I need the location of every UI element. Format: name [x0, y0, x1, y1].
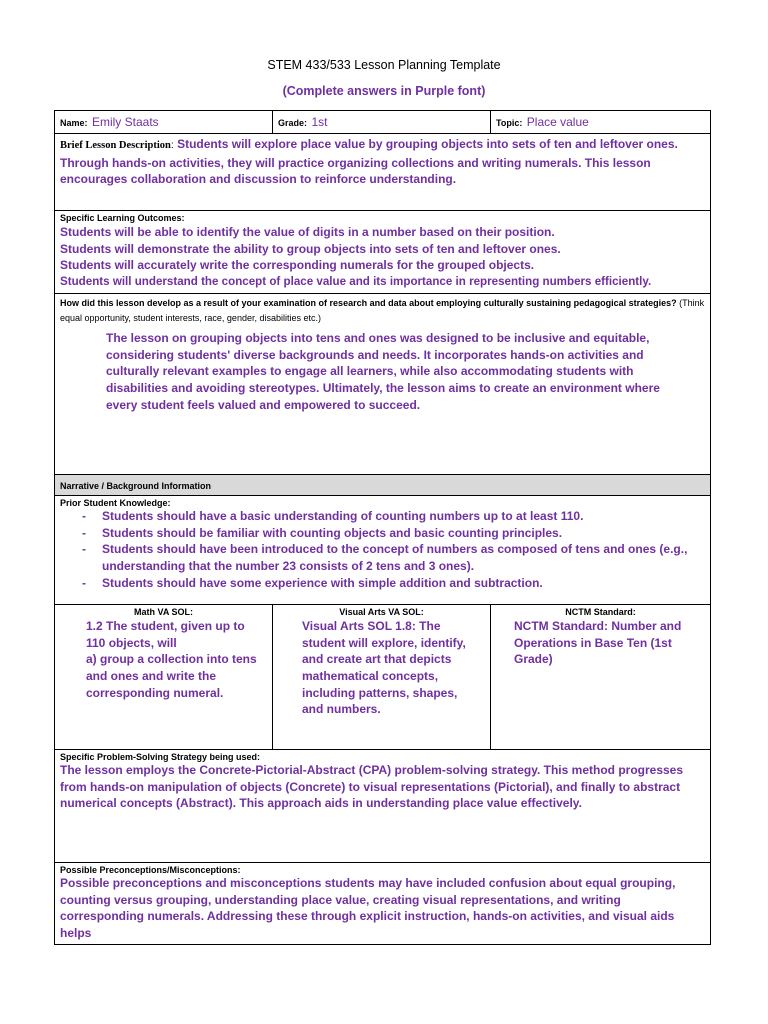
- topic-label: Topic:: [496, 118, 523, 128]
- arts-sol-label: Visual Arts VA SOL:: [339, 606, 424, 617]
- prior-item: - Students should have some experience with simple addition and subtraction.: [82, 575, 705, 592]
- strategy-cell: [55, 749, 711, 862]
- misconceptions-cell: [55, 862, 711, 944]
- nctm-label: NCTM Standard:: [565, 606, 636, 617]
- narrative-row: [55, 474, 711, 495]
- name-value: Emily Staats: [91, 115, 159, 129]
- outcomes-row: [55, 211, 711, 294]
- lesson-plan-table: [54, 110, 711, 945]
- arts-sol-cell: [273, 604, 491, 749]
- grade-cell: [273, 111, 491, 134]
- misconceptions-row: [55, 862, 711, 944]
- brief-row: [55, 134, 711, 211]
- narrative-cell: [55, 474, 711, 495]
- strategy-label: Specific Problem-Solving Strategy being used:: [60, 751, 261, 762]
- misconceptions-label: Possible Preconceptions/Misconceptions:: [60, 864, 241, 875]
- header-row: [55, 111, 711, 134]
- outcome-item: Students will understand the concept of place value and its importance in representing numbers efficiently.: [60, 275, 652, 289]
- research-cell: [55, 293, 711, 474]
- prior-cell: [55, 495, 711, 604]
- research-row: [55, 293, 711, 474]
- document-subtitle: (Complete answers in Purple font): [282, 84, 486, 98]
- outcome-item: Students will be able to identify the value of digits in a number based on their position.: [60, 225, 555, 239]
- name-cell: [55, 111, 273, 134]
- outcome-item: Students will accurately write the corresponding numerals for the grouped objects.: [60, 258, 535, 273]
- research-question: How did this lesson develop as a result of your examination of research and data about employing culturally sustaining pedagogical strategies?: [60, 297, 677, 308]
- math-sol-line2: a) group a collection into tens and ones and write the corresponding numeral.: [86, 652, 257, 700]
- prior-label: Prior Student Knowledge:: [60, 497, 171, 508]
- grade-value: 1st: [311, 115, 328, 129]
- topic-cell: [491, 111, 711, 134]
- prior-list: [60, 508, 705, 592]
- math-sol-cell: [55, 604, 273, 749]
- research-hint: (Think equal opportunity, student interests, race, gender, disabilities etc.): [60, 297, 705, 324]
- standards-row: [55, 604, 711, 749]
- outcomes-label: Specific Learning Outcomes:: [60, 213, 185, 223]
- nctm-text: NCTM Standard: Number and Operations in Base Ten (1st Grade): [514, 618, 682, 667]
- name-label: Name:: [60, 118, 88, 128]
- narrative-label: Narrative / Background Information: [60, 480, 212, 491]
- arts-sol-text: Visual Arts SOL 1.8: The student will explore, identify, and create art that depicts mathematical concepts, including patterns, shapes, and numbers.: [302, 618, 466, 717]
- brief-label: Brief Lesson Description: [60, 140, 171, 151]
- brief-colon: :: [170, 139, 174, 151]
- prior-item: - Students should have been introduced to the concept of numbers as composed of tens and ones (e.g., understanding that the number 23 consists of 2 tens and 3 ones).: [82, 541, 705, 574]
- prior-row: [55, 495, 711, 604]
- brief-text: Students will explore place value by grouping objects into sets of ten and leftover ones. Through hands-on activities, they will practice organizing collections and writing numerals. This lesson encourages collaboration and discussion to reinforce understanding.: [60, 137, 678, 187]
- topic-value: Place value: [526, 115, 589, 129]
- prior-item: - Students should be familiar with counting objects and basic counting principles.: [82, 525, 705, 542]
- math-sol-label: Math VA SOL:: [134, 606, 193, 617]
- grade-label: Grade:: [278, 118, 308, 128]
- nctm-cell: [491, 604, 711, 749]
- strategy-row: [55, 749, 711, 862]
- document-title: STEM 433/533 Lesson Planning Template: [267, 58, 501, 72]
- misconceptions-text: Possible preconceptions and misconceptions students may have included confusion about equal grouping, counting versus grouping, understanding place value, creating visual representations, and writing corresponding numerals. Addressing these through explicit instruction, hands-on activities, and visual aids helps: [60, 875, 676, 940]
- strategy-text: The lesson employs the Concrete-Pictorial-Abstract (CPA) problem-solving strategy. This method progresses from hands-on manipulation of objects (Concrete) to visual representations (Pictorial), and finally to abstract numerical concepts (Abstract). This approach aids in understanding place value effectively.: [60, 762, 684, 811]
- research-answer: The lesson on grouping objects into tens and ones was designed to be inclusive and equitable, considering students' diverse backgrounds and needs. It incorporates hands-on activities and culturally relevant examples to engage all learners, while also accommodating students with disabilities and avoiding stereotypes. Ultimately, the lesson aims to create an environment where every student feels valued and empowered to succeed.: [106, 330, 660, 412]
- math-sol-line1: 1.2 The student, given up to 110 objects, will: [86, 618, 245, 650]
- outcomes-cell: [55, 211, 711, 294]
- outcome-item: Students will demonstrate the ability to group objects into sets of ten and leftover ones.: [60, 241, 561, 256]
- prior-item: - Students should have a basic understanding of counting numbers up to at least 110.: [82, 508, 705, 525]
- brief-cell: [55, 134, 711, 211]
